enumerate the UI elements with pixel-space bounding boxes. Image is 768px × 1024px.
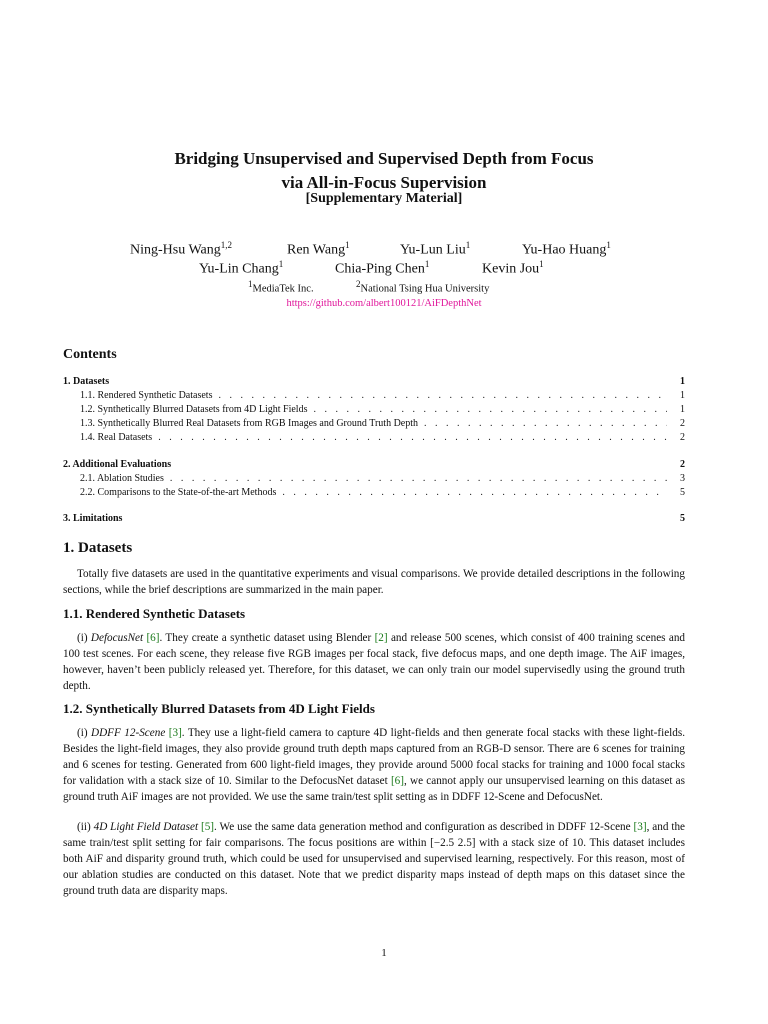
contents-heading: Contents [63, 347, 117, 362]
toc-entry[interactable]: 1.4. Real Datasets . . . 2 [80, 431, 685, 445]
paper-subtitle: [Supplementary Material] [305, 191, 463, 206]
paper-title-line2: via All-in-Focus Supervision [281, 173, 487, 192]
author-5: Yu-Lin Chang$^1$ [199, 259, 284, 277]
author-1: Ning-Hsu Wang$^{1,2}$ [130, 240, 233, 258]
math-interval: [−2.5 2.5] [430, 837, 476, 849]
section-heading: 1. Datasets [63, 540, 133, 556]
citation-link[interactable]: [2] [374, 632, 388, 644]
toc-entry[interactable]: 3. Limitations 5 [63, 513, 685, 524]
toc-entry[interactable]: 2.1. Ablation Studies . . . 3 [80, 472, 685, 486]
author-7: Kevin Jou$^1$ [482, 259, 544, 277]
sub12-paragraph-1: (i) DDFF 12-Scene [3]. They use a light-field camera to capture 4D light-fields and then generate focal stacks with these light-fields. Besides the light-field images, they also provide ground truth depth maps captured from an RGB-D sensor. There are 6 scenes for training and 6 scenes for testing. Generated from 600 light-field images, they provide around 5000 focal stacks for training and 1000 focal stacks for validation with a stack size of 10. Similar to the DefocusNet dataset [6], we cannot apply our unsupervised learning on this dataset as ground truth AiF images are not provided. We use the same train/test split setting as in DDFF 12-Scene and DefocusNet. [63, 727, 686, 803]
toc-entry[interactable]: 1.1. Rendered Synthetic Datasets . . . 1 [80, 389, 685, 403]
subsection-heading: 1.2. Synthetically Blurred Datasets from 4D Light Fields [63, 701, 375, 716]
author-2: Ren Wang$^1$ [287, 240, 350, 258]
toc-entry[interactable]: 2.2. Comparisons to the State-of-the-art Methods . . . 5 [80, 486, 685, 500]
toc-entry[interactable]: 2. Additional Evaluations 2 [63, 459, 685, 470]
author-3: Yu-Lun Liu$^1$ [400, 240, 471, 258]
affiliation-1: $^1$MediaTek Inc. [248, 279, 314, 295]
citation-link[interactable]: [3] [633, 821, 647, 833]
section1-intro-paragraph: Totally five datasets are used in the quantitative experiments and visual comparisons. We provide detailed descriptions in the following sections, while the brief descriptions are summarized in the main paper. [63, 568, 685, 596]
author-4: Yu-Hao Huang$^1$ [522, 240, 611, 258]
citation-link[interactable]: [5] [200, 821, 215, 833]
toc-entry[interactable]: 1. Datasets 1 [63, 376, 685, 387]
sub12-paragraph-2: (ii) 4D Light Field Dataset [5]. We use the same data generation method and configuration as described in DDFF 12-Scene [3], and the same train/test split setting for fair comparisons. The focus positions are within [−2.5 2.5] with a stack size of 10. This dataset includes both AiF and disparity ground truth, which could be used for unsupervised and supervised learning, respectively. For this reason, most of our ablation studies are conducted on this dataset. Note that we predict disparity maps instead of depth maps on this dataset since the ground truth data are disparity maps. [63, 821, 686, 897]
affiliation-2: $^2$National Tsing Hua University [356, 279, 490, 295]
author-6: Chia-Ping Chen$^1$ [335, 259, 430, 277]
citation-link[interactable]: [3] [168, 727, 182, 739]
paper-title-line1: Bridging Unsupervised and Supervised Depth from Focus [174, 149, 594, 168]
project-url-link[interactable]: https://github.com/albert100121/AiFDepthNet [286, 298, 482, 309]
sub11-paragraph: (i) DefocusNet [6]. They create a synthetic dataset using Blender [2] and release 500 scenes, which consist of 400 training scenes and 100 test scenes. For each scene, they release five RGB images per focal stack, five defocus maps, and one depth image. The AiF images, however, haven’t been publicly released yet. Therefore, for this dataset, we can only train our model supervisedly using the ground truth depth. [63, 632, 686, 692]
toc-entry[interactable]: 1.3. Synthetically Blurred Real Datasets from RGB Images and Ground Truth Depth . . . 2 [80, 417, 685, 431]
citation-link[interactable]: [6] [146, 632, 160, 644]
page-number: 1 [381, 947, 387, 959]
subsection-heading: 1.1. Rendered Synthetic Datasets [63, 606, 246, 621]
citation-link[interactable]: [6] [390, 775, 404, 787]
toc-entry[interactable]: 1.2. Synthetically Blurred Datasets from 4D Light Fields . . . 1 [80, 403, 685, 417]
